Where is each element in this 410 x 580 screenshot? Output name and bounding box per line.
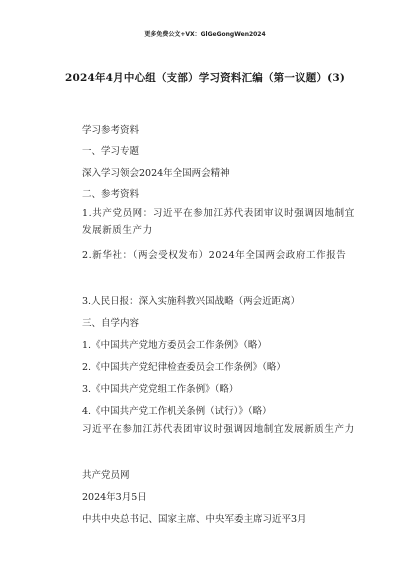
section-heading: 学习参考资料: [82, 125, 140, 136]
study-item: 4.《中国共产党工作机关条例（试行）》（略）: [82, 406, 272, 417]
document-title: 2024年4月中心组（支部）学习资料汇编（第一议题）(3): [64, 72, 346, 84]
article-source: 共产党员网: [82, 470, 130, 481]
reference-item: 1.共产党员网：习近平在参加江苏代表团审议时强调因地制宜发展新质生产力: [82, 208, 355, 236]
section-heading: 一、学习专题: [82, 146, 140, 157]
paragraph: 中共中央总书记、国家主席、中央军委主席习近平3月: [82, 514, 307, 525]
study-item: 2.《中国共产党纪律检查委员会工作条例》（略）: [82, 362, 286, 373]
section-heading: 三、自学内容: [82, 318, 140, 329]
reference-item: 3.人民日报：深入实施科教兴国战略（两会近距离）: [82, 296, 301, 307]
study-item: 3.《中国共产党党组工作条例》（略）: [82, 384, 239, 395]
header-note: 更多免费公文+VX：GlGeGongWen2024: [144, 31, 266, 38]
study-item: 1.《中国共产党地方委员会工作条例》（略）: [82, 340, 267, 351]
article-title: 习近平在参加江苏代表团审议时强调因地制宜发展新质生产力: [82, 424, 355, 435]
article-date: 2024年3月5日: [82, 492, 147, 503]
reference-item: 2.新华社：（两会受权发布）2024年全国两会政府工作报告: [82, 250, 347, 261]
section-heading: 二、参考资料: [82, 189, 140, 200]
paragraph: 深入学习领会2024年全国两会精神: [82, 168, 230, 179]
